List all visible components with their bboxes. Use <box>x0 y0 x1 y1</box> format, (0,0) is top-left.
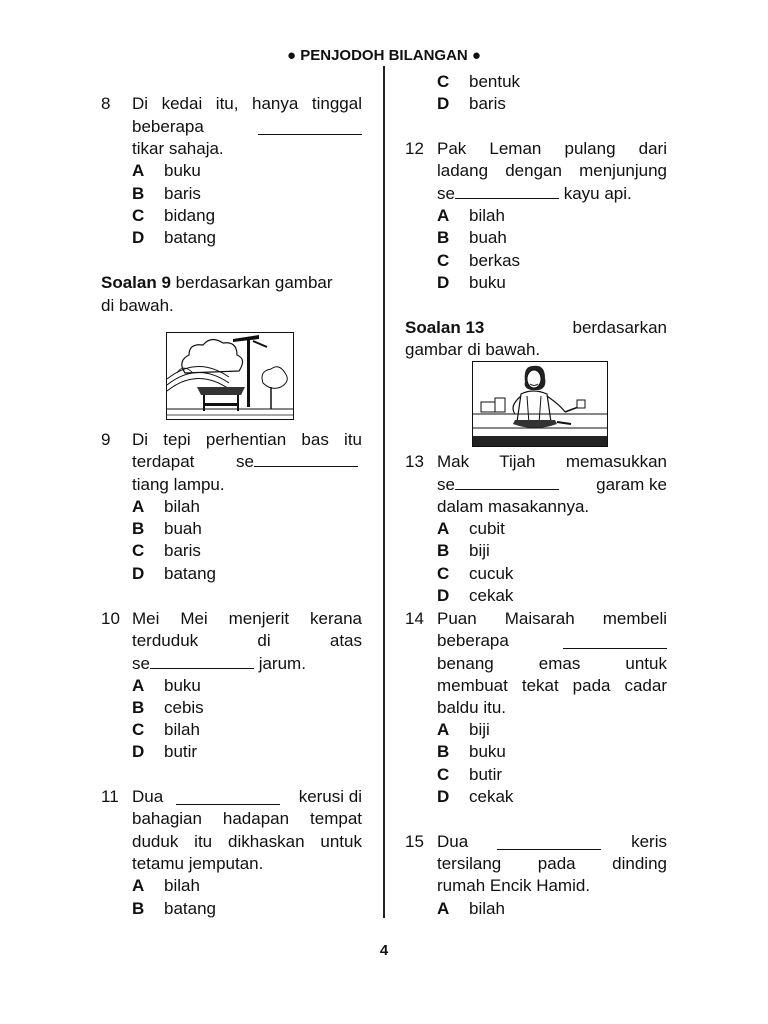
question-13-number: 13 <box>405 452 424 471</box>
q8-option-b: B baris <box>132 184 201 203</box>
question-12-number: 12 <box>405 139 424 158</box>
question-15-line-1: Dua keris <box>437 832 667 851</box>
q10-option-d: D butir <box>132 742 198 761</box>
question-15-line-2: tersilang pada dinding <box>437 854 667 873</box>
q9-option-a: A bilah <box>132 497 200 516</box>
question-14-line-1: Puan Maisarah membeli <box>437 609 667 628</box>
question-14-line-3: benang emas untuk <box>437 654 667 673</box>
q12-option-c: C berkas <box>437 251 521 270</box>
soalan-13-line-2: gambar di bawah. <box>405 340 541 359</box>
q13-option-d: D cekak <box>437 586 514 605</box>
q13-option-a: A cubit <box>437 519 505 538</box>
question-9-line-1: Di tepi perhentian bas itu <box>132 430 362 449</box>
woman-cooking-illustration <box>473 362 607 446</box>
answer-blank <box>497 835 601 850</box>
question-8-word: beberapa <box>132 117 204 136</box>
question-13-line-3: dalam masakannya. <box>437 497 590 516</box>
q13-option-c: C cucuk <box>437 564 514 583</box>
question-9-line-3: tiang lampu. <box>132 475 225 494</box>
q15-option-a: A bilah <box>437 899 505 918</box>
answer-blank <box>563 634 667 649</box>
q9-option-b: B buah <box>132 519 202 538</box>
question-11-line-3: duduk itu dikhaskan untuk <box>132 832 362 851</box>
question-14-number: 14 <box>405 609 424 628</box>
cooking-picture <box>472 361 608 447</box>
question-12-line-1: Pak Leman pulang dari <box>437 139 667 158</box>
question-14-line-2: beberapa <box>437 630 667 652</box>
answer-blank <box>455 184 559 199</box>
answer-blank <box>455 475 559 490</box>
question-8-line-3: tikar sahaja. <box>132 139 224 158</box>
question-8-line-1: Di kedai itu, hanya tinggal <box>132 94 362 113</box>
soalan-9-line-2: di bawah. <box>101 296 174 315</box>
question-11-line-2: bahagian hadapan tempat <box>132 809 362 828</box>
question-15-number: 15 <box>405 832 424 851</box>
q8-option-c: C bidang <box>132 206 216 225</box>
question-10-line-3: se jarum. <box>132 654 306 673</box>
q14-option-b: B buku <box>437 742 506 761</box>
q12-option-b: B buah <box>437 228 507 247</box>
q14-option-d: D cekak <box>437 787 514 806</box>
answer-blank <box>150 654 254 669</box>
question-10-number: 10 <box>101 609 120 628</box>
bus-stop-picture <box>166 332 294 420</box>
q9-option-d: D batang <box>132 564 216 583</box>
answer-blank <box>258 120 362 135</box>
q8-option-d: D batang <box>132 228 216 247</box>
question-13-line-1: Mak Tijah memasukkan <box>437 452 667 471</box>
question-8-line-2 <box>132 116 362 138</box>
question-12-line-3: se kayu api. <box>437 184 632 203</box>
q13-option-b: B biji <box>437 541 490 560</box>
question-9-number: 9 <box>101 430 111 449</box>
question-8-number: 8 <box>101 94 111 113</box>
soalan-9-instruction: Soalan 9 berdasarkan gambar <box>101 273 333 292</box>
question-13-line-2: se garam ke <box>437 475 667 494</box>
column-divider <box>383 66 385 918</box>
answer-blank <box>254 452 358 467</box>
q10-option-a: A buku <box>132 676 201 695</box>
q14-option-c: C butir <box>437 765 503 784</box>
question-10-line-1: Mei Mei menjerit kerana <box>132 609 362 628</box>
soalan-13-instruction: Soalan 13 berdasarkan <box>405 318 667 337</box>
question-11-number: 11 <box>101 787 119 806</box>
q12-option-a: A bilah <box>437 206 505 225</box>
q11-option-b: B batang <box>132 899 216 918</box>
answer-blank <box>176 790 280 805</box>
q11-option-d: D baris <box>437 94 506 113</box>
bus-stop-illustration <box>167 333 293 419</box>
page-number: 4 <box>379 942 389 959</box>
question-9-line-2: terdapat se <box>132 451 362 473</box>
question-12-line-2: ladang dengan menjunjung <box>437 161 667 180</box>
q10-option-c: C bilah <box>132 720 200 739</box>
q14-option-a: A biji <box>437 720 490 739</box>
question-10-line-2: terduduk di atas <box>132 631 362 650</box>
question-14-line-5: baldu itu. <box>437 698 506 717</box>
question-11-line-1: Dua kerusi di <box>132 787 362 806</box>
q8-option-a: A buku <box>132 161 201 180</box>
page-header: ● PENJODOH BILANGAN ● <box>287 47 481 64</box>
q12-option-d: D buku <box>437 273 506 292</box>
q10-option-b: B cebis <box>132 698 204 717</box>
question-15-line-3: rumah Encik Hamid. <box>437 876 591 895</box>
q11-option-a: A bilah <box>132 876 200 895</box>
q9-option-c: C baris <box>132 541 201 560</box>
question-11-line-4: tetamu jemputan. <box>132 854 264 873</box>
question-14-line-4: membuat tekat pada cadar <box>437 676 667 695</box>
q11-option-c: C bentuk <box>437 72 521 91</box>
